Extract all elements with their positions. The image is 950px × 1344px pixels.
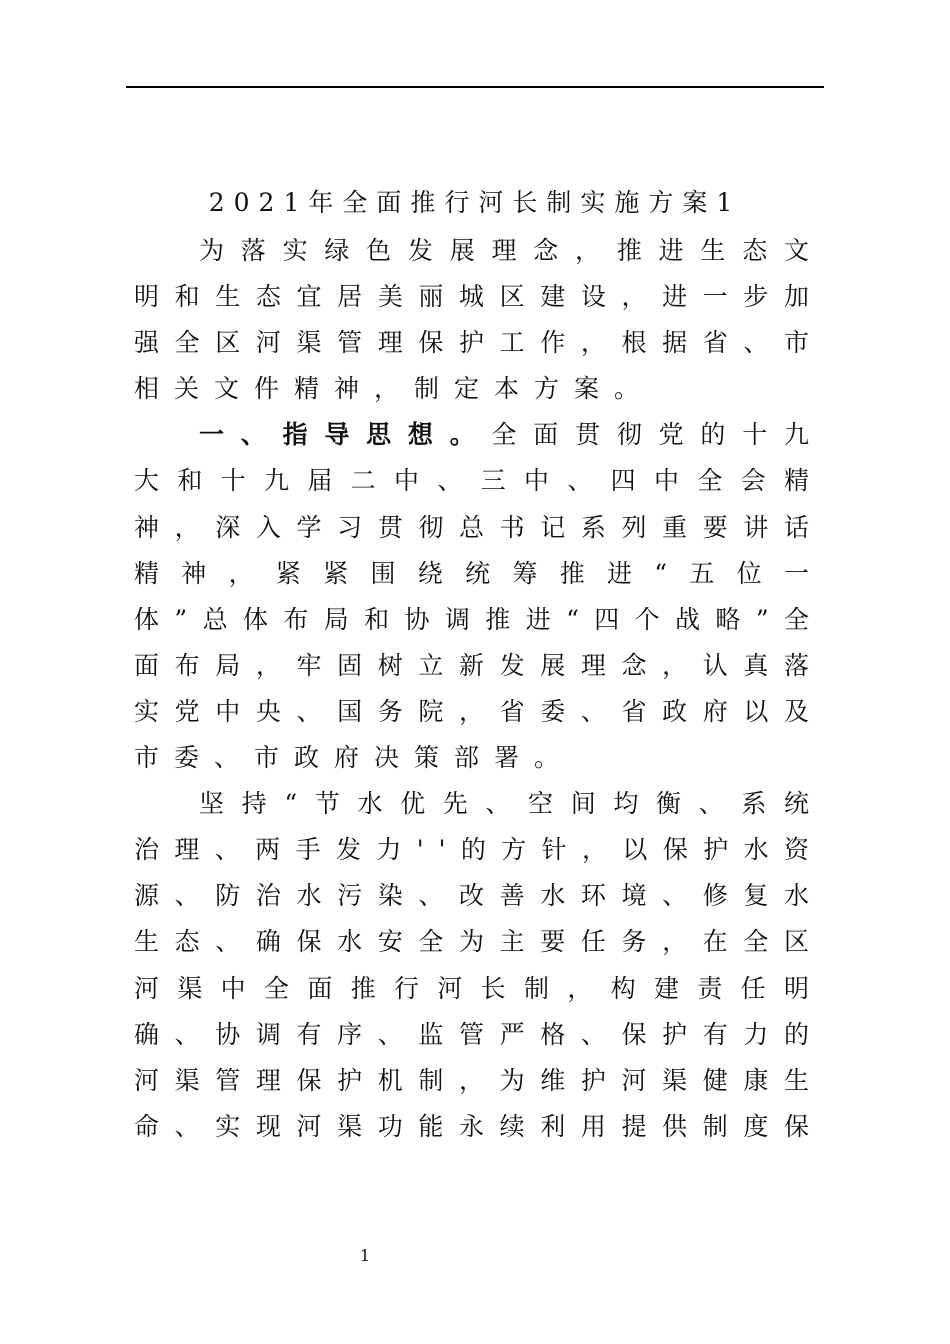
paragraph-text: 全面贯彻党的十九大和十九届二中、三中、四中全会精神，深入学习贯彻总书记系列重要讲话精神，紧紧围绕统筹推进“五位一体”总体布局和协调推进“四个战略”全面布局，牢固树立新发展理念，认真落实党中央、国务院，省委、省政府以及市委、市政府决策部署。 (134, 420, 824, 773)
header-rule (126, 86, 824, 88)
paragraph-intro (134, 228, 824, 412)
document-body (134, 228, 824, 1158)
paragraph-text: 为落实绿色发展理念，推进生态文明和生态宜居美丽城区建设，进一步加强全区河渠管理保护工作，根据省、市相关文件精神，制定本方案。 (134, 236, 824, 404)
paragraph-guiding-ideology (134, 412, 824, 781)
page-number: 1 (359, 1246, 371, 1265)
paragraph-principles (134, 781, 824, 1158)
document-title: 2021年全面推行河长制实施方案1 (208, 188, 742, 217)
paragraph-text: 坚持“节水优先、空间均衡、系统治理、两手发力''的方针，以保护水资源、防治水污染、改善水环境、修复水生态、确保水安全为主要任务，在全区河渠中全面推行河长制，构建责任明确、协调有序、监管严格、保护有力的河渠管理保护机制，为维护河渠健康生命、实现河渠功能永续利用提供制度保 (134, 789, 824, 1141)
section-heading: 一、指导思想。 (199, 420, 492, 450)
